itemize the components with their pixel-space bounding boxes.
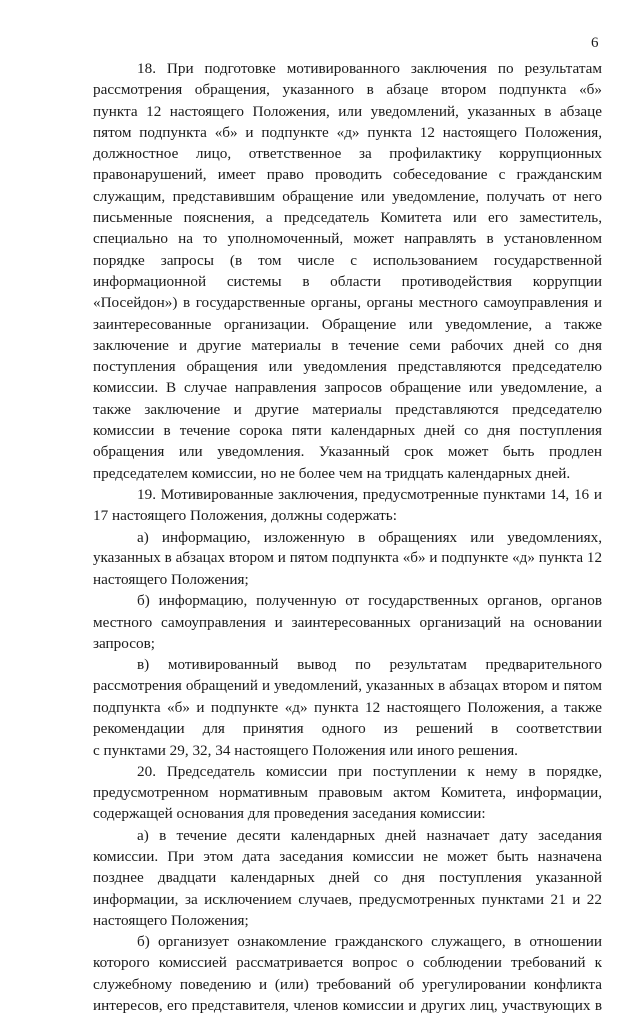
text-line: указанных в абзацах втором и пятом подпункта «б» и подпункте «д» пункта 12 — [93, 549, 602, 566]
text-line: а) информацию, изложенную в обращениях или уведомлениях, — [137, 528, 602, 546]
text-line: информации, за исключением случаев, предусмотренных пунктами 21 и 22 — [93, 890, 602, 908]
text-line: рекомендации для принятия одного из решений в соответствии — [93, 720, 602, 738]
text-line: интересов, его представителя, членов комиссии и других лиц, участвующих в — [93, 997, 602, 1015]
text-line: в) мотивированный вывод по результатам предварительного — [137, 656, 602, 674]
text-line: заинтересованные организации. Обращение или уведомление, а также — [93, 315, 602, 333]
text-line: 17 настоящего Положения, должны содержать: — [93, 507, 397, 525]
text-line: поступления обращения или уведомления представляются председателю — [93, 358, 602, 376]
page-number: 6 — [591, 35, 599, 51]
text-line: пятом подпункта «б» и подпункте «д» пункта 12 настоящего Положения, — [93, 123, 602, 141]
text-line: пункта 12 настоящего Положения, или уведомлений, указанных в абзаце — [93, 102, 602, 120]
text-line: с пунктами 29, 32, 34 настоящего Положения или иного решения. — [93, 741, 518, 759]
text-line: должностное лицо, ответственное за профилактику коррупционных — [93, 145, 602, 163]
text-line: служащим, представившим обращение или уведомление, получать от него — [93, 187, 602, 205]
text-line: подпункта «б» и подпункте «д» пункта 12 настоящего Положения, а также — [93, 698, 602, 716]
text-line: 20. Председатель комиссии при поступлении к нему в порядке, — [137, 762, 602, 780]
text-line: также заключение и другие материалы представляются председателю — [93, 400, 602, 418]
text-line: «Посейдон») в государственные органы, органы местного самоуправления и — [93, 294, 602, 312]
text-line: настоящего Положения; — [93, 911, 249, 929]
document-body — [93, 58, 602, 1016]
text-line: которого комиссией рассматривается вопрос о соблюдении требований к — [93, 954, 602, 972]
text-line: запросов; — [93, 635, 155, 653]
text-line: позднее двадцати календарных дней со дня поступления указанной — [93, 869, 602, 887]
text-line: председателем комиссии, но не более чем на тридцать календарных дней. — [93, 464, 571, 482]
text-line: порядке запросы (в том числе с использованием государственной — [93, 251, 602, 269]
text-line: комиссии. В случае направления запросов обращение или уведомление, а — [93, 379, 602, 397]
text-line: обращения или уведомления. Указанный срок может быть продлен — [93, 443, 602, 461]
text-line: настоящего Положения; — [93, 571, 249, 589]
text-line: комиссии в течение сорока пяти календарных дней со дня поступления — [93, 422, 602, 440]
text-line: информационной системы в области противодействия коррупции — [93, 272, 602, 290]
text-line: местного самоуправления и заинтересованных организаций на основании — [93, 613, 602, 631]
text-line: письменные пояснения, а председатель Комитета или его заместитель, — [93, 209, 602, 227]
text-line: предусмотренном нормативным правовым актом Комитета, информации, — [93, 784, 602, 802]
text-line: 18. При подготовке мотивированного заключения по результатам — [137, 60, 602, 77]
text-line: правонарушений, имеет право проводить собеседование с гражданским — [93, 166, 602, 184]
text-line: а) в течение десяти календарных дней назначает дату заседания — [137, 826, 602, 844]
text-line: служебному поведению и (или) требований об урегулировании конфликта — [93, 975, 602, 993]
text-line: заключение и другие материалы в течение семи рабочих дней со дня — [93, 336, 602, 354]
text-line: б) организует ознакомление гражданского служащего, в отношении — [137, 933, 602, 951]
text-line: 19. Мотивированные заключения, предусмотренные пунктами 14, 16 и — [137, 485, 602, 503]
text-line: специально на то уполномоченный, может направлять в установленном — [93, 230, 602, 248]
text-line: б) информацию, полученную от государственных органов, органов — [137, 592, 602, 610]
text-line: рассмотрения обращений и уведомлений, указанных в абзацах втором и пятом — [93, 677, 602, 694]
text-line: рассмотрения обращения, указанного в абзаце втором подпункта «б» — [93, 81, 602, 99]
text-line: содержащей основания для проведения заседания комиссии: — [93, 805, 486, 823]
text-line: комиссии. При этом дата заседания комиссии не может быть назначена — [93, 847, 602, 865]
